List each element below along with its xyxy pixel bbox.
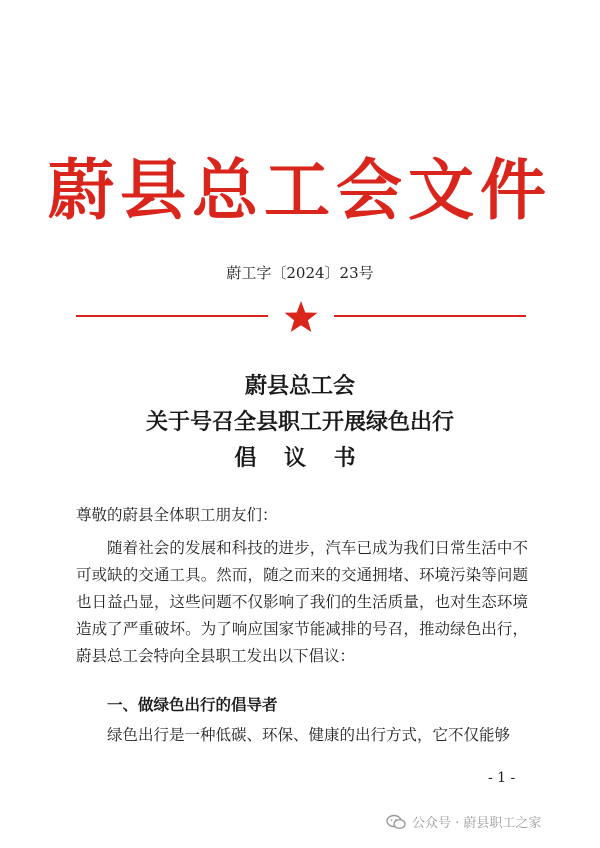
document-subject (0, 368, 600, 476)
watermark-text: 公众号 · 蔚县职工之家 (412, 816, 542, 831)
subject-line-2: 关于号召全县职工开展绿色出行 (145, 409, 454, 435)
watermark (386, 812, 541, 831)
document-header-title: 蔚县总工会文件 (48, 151, 552, 229)
red-star-icon (283, 300, 319, 334)
subject-line-3: 倡 议 书 (234, 445, 366, 471)
divider-line-left (76, 315, 268, 317)
salutation: 尊敬的蔚县全体职工朋友们： (76, 506, 278, 524)
header-divider (76, 300, 526, 334)
divider-line-right (334, 315, 526, 317)
page-number: - 1 - (488, 770, 516, 786)
document-number: 蔚工字〔2024〕23号 (226, 264, 374, 282)
body-paragraph-2: 绿色出行是一种低碳、环保、健康的出行方式，它不仅能够 (107, 726, 511, 744)
section-heading-1: 一、做绿色出行的倡导者 (107, 696, 278, 714)
subject-line-1: 蔚县总工会 (244, 373, 355, 399)
body-paragraph-1: 随着社会的发展和科技的进步，汽车已成为我们日常生活中不可或缺的交通工具。然而，随之而来的交通拥堵、环境污染等问题也日益凸显，这些问题不仅影响了我们的生活质量，也对生态环境造成了严重破坏。为了响应国家节能减排的号召，推动绿色出行，蔚县总工会特向全县职工发出以下倡议： (76, 539, 528, 665)
wechat-icon (386, 814, 406, 830)
